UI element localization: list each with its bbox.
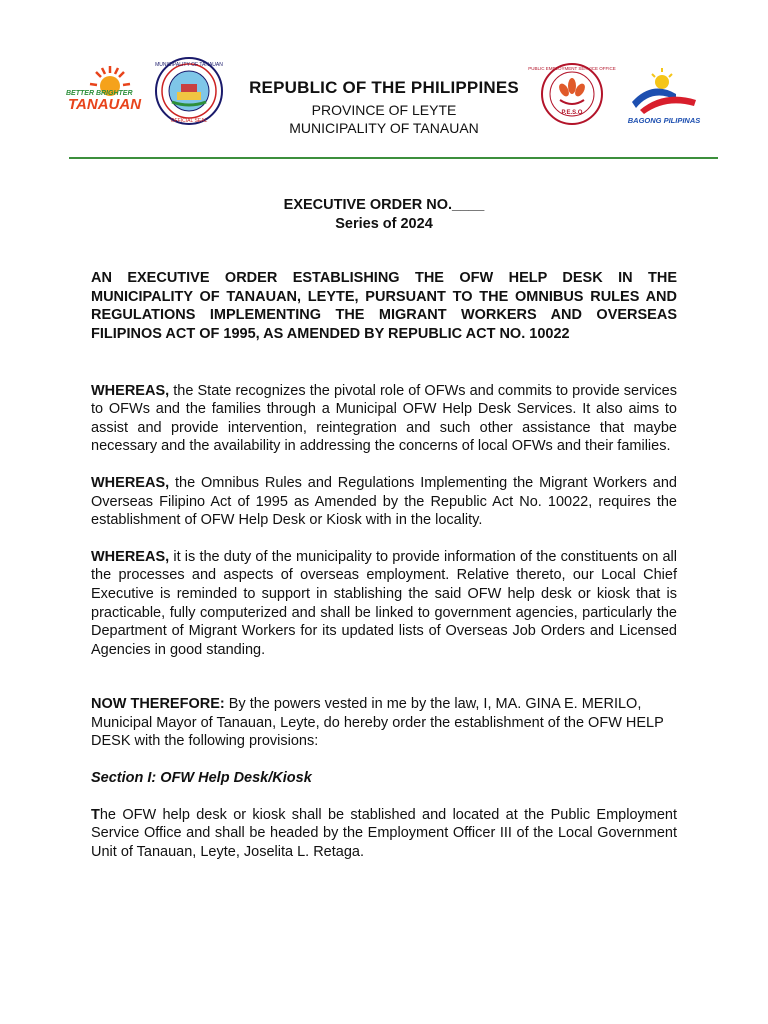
whereas-lead: WHEREAS, [91, 474, 170, 491]
svg-text:TANAUAN: TANAUAN [68, 96, 142, 113]
peso-logo-icon [528, 62, 616, 126]
municipality-line: MUNICIPALITY OF TANAUAN [289, 120, 479, 136]
order-title: AN EXECUTIVE ORDER ESTABLISHING THE OFW HELP DESK IN THE MUNICIPALITY OF TANAUAN, LEYTE, PURSUANT TO THE OMNIBUS RULES AND REGULATIONS IMPLEMENTING THE MIGRANT WORKERS AND OVERSEAS FILIPINOS ACT OF 1995, AS AMENDED BY REPUBLIC ACT NO. 10022 [91, 270, 677, 342]
document-body [91, 196, 677, 861]
svg-text:OFFICIAL SEAL: OFFICIAL SEAL [170, 118, 208, 124]
whereas-paragraph [91, 382, 677, 456]
order-number: EXECUTIVE ORDER NO.____ [283, 197, 485, 213]
whereas-text: it is the duty of the municipality to provide information of the constituents on all the processes and aspects of overseas employment. Relative thereto, our Local Chief Executive is reminded to support in stablishing the said OFW help desk or kiosk that is practicable, fully computerized and shall be linked to government agencies, particularly the Department of Migrant Workers for its updated lists of Overseas Job Orders and Licensed Agencies in good standing. [91, 548, 677, 658]
svg-text:P.E.S.O: P.E.S.O [561, 110, 583, 116]
now-therefore-lead: NOW THEREFORE: [91, 696, 225, 713]
whereas-lead: WHEREAS, [91, 382, 170, 399]
whereas-text: the Omnibus Rules and Regulations Implementing the Migrant Workers and Overseas Filipino Act of 1995 as Amended by the Republic Act No. 10022, requires the establishment of OFW Help Desk or Kiosk with in the locality. [91, 474, 677, 529]
svg-text:BAGONG PILIPINAS: BAGONG PILIPINAS [627, 116, 701, 125]
now-therefore-text: By the powers vested in me by the law, I, MA. GINA E. MERILO, Municipal Mayor of Tanauan, Leyte, do hereby order the establishment of the OFW HELP DESK with the following provisions: [91, 696, 664, 750]
order-series: Series of 2024 [335, 215, 433, 232]
whereas-paragraph [91, 548, 677, 660]
whereas-paragraph [91, 474, 677, 530]
whereas-text: the State recognizes the pivotal role of OFWs and commits to provide services to OFWs and the families through a Municipal OFW Help Desk Services. It also aims to assist and provide intervention, reintegration and such other assistance that maybe necessary and the availability in addressing the concerns of local OFWs and their families. [91, 382, 677, 455]
letterhead-text [242, 78, 526, 136]
svg-text:MUNICIPALITY OF TANAUAN: MUNICIPALITY OF TANAUAN [155, 62, 223, 68]
svg-text:BETTER BRIGHTER: BETTER BRIGHTER [66, 90, 133, 97]
letterhead [62, 56, 722, 146]
section-heading: Section I: OFW Help Desk/Kiosk [91, 770, 312, 787]
section-lead-letter: T [91, 806, 100, 823]
section-text: he OFW help desk or kiosk shall be stablished and located at the Public Employment Service Office and shall be headed by the Employment Officer III of the Local Government Unit of Tanauan, Leyte, Joselita L. Retaga. [91, 806, 677, 860]
section-paragraph [91, 806, 677, 862]
svg-text:PUBLIC EMPLOYMENT SERVICE OFFI: PUBLIC EMPLOYMENT SERVICE OFFICE [528, 66, 616, 71]
bagong-pilipinas-logo-icon [626, 66, 706, 126]
now-therefore-paragraph [91, 695, 677, 751]
province-line: PROVINCE OF LEYTE [311, 102, 457, 118]
municipal-seal-icon [154, 56, 224, 126]
tanauan-brand-logo [62, 64, 154, 114]
executive-order-heading [91, 196, 677, 233]
whereas-lead: WHEREAS, [91, 548, 170, 565]
republic-title: REPUBLIC OF THE PHILIPPINES [249, 78, 519, 97]
header-divider [69, 157, 718, 159]
